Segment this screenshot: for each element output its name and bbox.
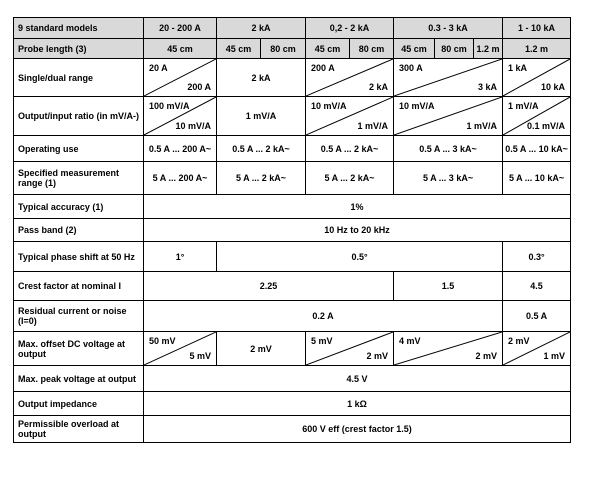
specified-range-cell: 5 A ... 200 A~ bbox=[144, 162, 217, 195]
ratio-high: 100 mV/A bbox=[149, 101, 190, 111]
max-peak-voltage-row bbox=[14, 366, 571, 392]
single-dual-range-label: Single/dual range bbox=[14, 59, 144, 97]
dual-range-cell bbox=[144, 59, 217, 97]
probe-length-label: Probe length (3) bbox=[14, 39, 144, 59]
offset-cell bbox=[503, 332, 571, 366]
offset-cell bbox=[394, 332, 503, 366]
output-impedance-value: 1 kΩ bbox=[144, 392, 571, 416]
probe-length-cell: 1.2 m bbox=[474, 39, 503, 59]
ratio-cell bbox=[503, 97, 571, 136]
ratio-low: 0.1 mV/A bbox=[527, 121, 566, 131]
ratio-high: 1 mV/A bbox=[508, 101, 539, 111]
range-header-2ka: 2 kA bbox=[217, 18, 306, 39]
output-input-ratio-label: Output/input ratio (in mV/A-) bbox=[14, 97, 144, 136]
offset-high: 5 mV bbox=[311, 336, 333, 346]
max-peak-voltage-label: Max. peak voltage at output bbox=[14, 366, 144, 392]
pass-band-row bbox=[14, 219, 571, 242]
specified-range-cell: 5 A ... 10 kA~ bbox=[503, 162, 571, 195]
range-low: 1 kA bbox=[508, 63, 528, 73]
range-high: 200 A bbox=[187, 82, 211, 92]
offset-low: 2 mV bbox=[475, 351, 498, 361]
operating-use-row bbox=[14, 136, 571, 162]
range-low: 200 A bbox=[311, 63, 335, 73]
ratio-low: 1 mV/A bbox=[357, 121, 389, 131]
range-low: 300 A bbox=[399, 63, 423, 73]
permissible-overload-label: Permissible overload at output bbox=[14, 416, 144, 443]
probe-length-cell: 80 cm bbox=[261, 39, 306, 59]
crest-factor-cell: 1.5 bbox=[394, 272, 503, 301]
output-impedance-label: Output impedance bbox=[14, 392, 144, 416]
probe-length-cell: 45 cm bbox=[394, 39, 435, 59]
residual-current-cell: 0.2 A bbox=[144, 301, 503, 332]
offset-high: 4 mV bbox=[399, 336, 421, 346]
offset-low: 5 mV bbox=[189, 351, 211, 361]
crest-factor-label: Crest factor at nominal I bbox=[14, 272, 144, 301]
crest-factor-cell: 4.5 bbox=[503, 272, 571, 301]
range-header-0-2-2ka: 0,2 - 2 kA bbox=[306, 18, 394, 39]
offset-cell: 2 mV bbox=[217, 332, 306, 366]
phase-shift-cell: 0.5° bbox=[217, 242, 503, 272]
specified-range-row bbox=[14, 162, 571, 195]
ratio-low: 10 mV/A bbox=[175, 121, 211, 131]
offset-high: 2 mV bbox=[508, 336, 530, 346]
max-offset-row bbox=[14, 332, 571, 366]
dual-range-cell bbox=[394, 59, 503, 97]
residual-current-label: Residual current or noise (I=0) bbox=[14, 301, 144, 332]
range-high: 3 kA bbox=[478, 82, 498, 92]
ratio-cell bbox=[144, 97, 217, 136]
probe-length-cell: 1.2 m bbox=[503, 39, 571, 59]
crest-factor-row bbox=[14, 272, 571, 301]
range-low: 20 A bbox=[149, 63, 168, 73]
ratio-low: 1 mV/A bbox=[466, 121, 498, 131]
probe-length-cell: 45 cm bbox=[144, 39, 217, 59]
range-high: 2 kA bbox=[369, 82, 389, 92]
max-offset-label: Max. offset DC voltage at output bbox=[14, 332, 144, 366]
crest-factor-cell: 2.25 bbox=[144, 272, 394, 301]
pass-band-value: 10 Hz to 20 kHz bbox=[144, 219, 571, 242]
range-high: 10 kA bbox=[541, 82, 566, 92]
range-header-1-10ka: 1 - 10 kA bbox=[503, 18, 571, 39]
probe-length-cell: 80 cm bbox=[350, 39, 394, 59]
operating-use-cell: 0.5 A ... 2 kA~ bbox=[306, 136, 394, 162]
specified-range-label: Specified measurement range (1) bbox=[14, 162, 144, 195]
specified-range-cell: 5 A ... 3 kA~ bbox=[394, 162, 503, 195]
ratio-cell bbox=[306, 97, 394, 136]
permissible-overload-value: 600 V eff (crest factor 1.5) bbox=[144, 416, 571, 443]
permissible-overload-row bbox=[14, 416, 571, 443]
specified-range-cell: 5 A ... 2 kA~ bbox=[217, 162, 306, 195]
max-peak-voltage-value: 4.5 V bbox=[144, 366, 571, 392]
offset-high: 50 mV bbox=[149, 336, 176, 346]
ratio-high: 10 mV/A bbox=[399, 101, 435, 111]
probe-length-cell: 45 cm bbox=[306, 39, 350, 59]
phase-shift-cell: 0.3° bbox=[503, 242, 571, 272]
residual-current-row bbox=[14, 301, 571, 332]
single-range-cell: 2 kA bbox=[217, 59, 306, 97]
offset-cell bbox=[144, 332, 217, 366]
pass-band-label: Pass band (2) bbox=[14, 219, 144, 242]
probe-length-cell: 80 cm bbox=[435, 39, 474, 59]
table-header-row bbox=[14, 18, 571, 39]
phase-shift-cell: 1° bbox=[144, 242, 217, 272]
operating-use-cell: 0.5 A ... 200 A~ bbox=[144, 136, 217, 162]
single-dual-range-row bbox=[14, 59, 571, 97]
range-header-0-3-3ka: 0.3 - 3 kA bbox=[394, 18, 503, 39]
dual-range-cell bbox=[503, 59, 571, 97]
probe-length-row bbox=[14, 39, 571, 59]
ratio-cell bbox=[394, 97, 503, 136]
operating-use-label: Operating use bbox=[14, 136, 144, 162]
ratio-cell: 1 mV/A bbox=[217, 97, 306, 136]
dual-range-cell bbox=[306, 59, 394, 97]
specifications-table bbox=[13, 17, 571, 443]
ratio-high: 10 mV/A bbox=[311, 101, 347, 111]
offset-low: 1 mV bbox=[543, 351, 566, 361]
typical-accuracy-value: 1% bbox=[144, 195, 571, 219]
typical-accuracy-row bbox=[14, 195, 571, 219]
phase-shift-row bbox=[14, 242, 571, 272]
specified-range-cell: 5 A ... 2 kA~ bbox=[306, 162, 394, 195]
operating-use-cell: 0.5 A ... 2 kA~ bbox=[217, 136, 306, 162]
operating-use-cell: 0.5 A ... 10 kA~ bbox=[503, 136, 571, 162]
operating-use-cell: 0.5 A ... 3 kA~ bbox=[394, 136, 503, 162]
phase-shift-label: Typical phase shift at 50 Hz bbox=[14, 242, 144, 272]
offset-cell bbox=[306, 332, 394, 366]
probe-length-cell: 45 cm bbox=[217, 39, 261, 59]
range-header-20-200a: 20 - 200 A bbox=[144, 18, 217, 39]
typical-accuracy-label: Typical accuracy (1) bbox=[14, 195, 144, 219]
models-header: 9 standard models bbox=[14, 18, 144, 39]
offset-low: 2 mV bbox=[366, 351, 389, 361]
output-impedance-row bbox=[14, 392, 571, 416]
residual-current-cell: 0.5 A bbox=[503, 301, 571, 332]
output-input-ratio-row bbox=[14, 97, 571, 136]
